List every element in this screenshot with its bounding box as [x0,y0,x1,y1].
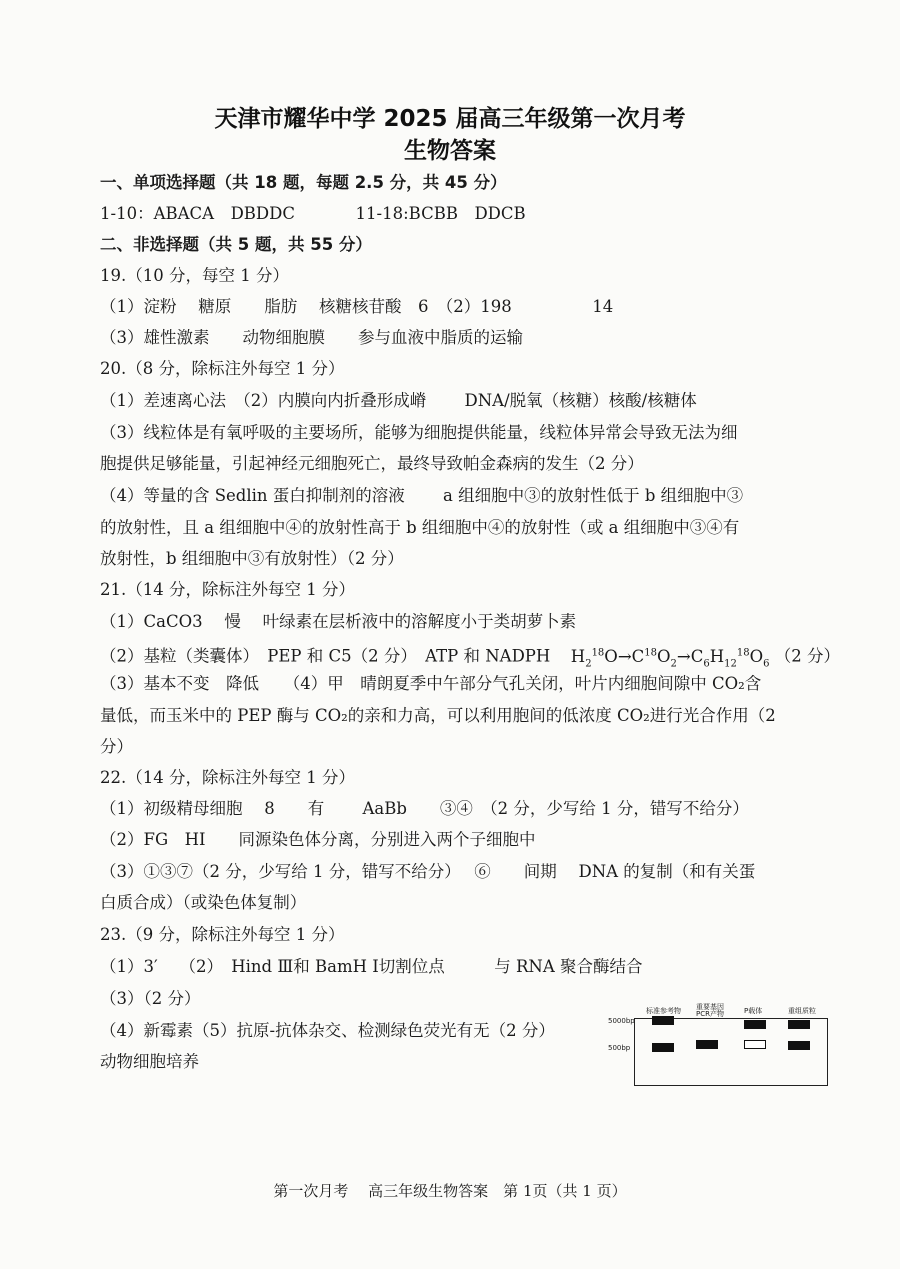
q21-header: 21.（14 分，除标注外每空 1 分） [100,580,355,599]
section2-heading: 二、非选择题（共 5 题，共 55 分） [100,235,372,254]
gel-size-500bp: 500bp [608,1044,631,1052]
q21-line2 [100,642,840,675]
q22-line4: 白质合成）（或染色体复制） [100,893,307,912]
q23-line1: （1）3′ （2） Hind Ⅲ和 BamH Ⅰ切割位点 与 RNA 聚合酶结合 [100,957,643,976]
q21-line1: （1）CaCO3 慢 叶绿素在层析液中的溶解度小于类胡萝卜素 [100,612,577,631]
q21-line2-tail: （2 分） [774,646,841,666]
gel-lane-label-standard: 标准参考物 [646,1007,681,1015]
q19-header: 19.（10 分，每空 1 分） [100,266,289,285]
section1-answers [100,203,526,225]
q21-line2-text: （2）基粒（类囊体） PEP 和 C5（2 分） ATP 和 NADPH [100,646,551,666]
gel-band [788,1020,810,1029]
q22-line2: （2）FG HI 同源染色体分离，分别进入两个子细胞中 [100,830,536,849]
q21-line4: 量低，而玉米中的 PEP 酶与 CO₂的亲和力高，可以利用胞间的低浓度 CO₂进行光合作用（2 [100,706,776,725]
q20-line4: （4）等量的含 Sedlin 蛋白抑制剂的溶液 a 组细胞中③的放射性低于 b 组细胞中③ [100,486,744,505]
page-subtitle: 生物答案 [404,138,496,164]
gel-band-hollow [744,1040,766,1049]
q22-header: 22.（14 分，除标注外每空 1 分） [100,768,355,787]
q19-line2: （3）雄性激素 动物细胞膜 参与血液中脂质的运输 [100,328,523,347]
q21-equation: $H_2^{18}O\to C^{18}O_2\to C_6H_{12}^{18}O_6$ [570,646,770,669]
q19-answers-part1: （1）淀粉 糖原 脂肪 核糖核苷酸 6 （2）198 [100,297,512,316]
gel-lane-label-vector: P载体 [744,1007,763,1015]
q23-line2: （3）（2 分） [100,989,201,1008]
q19-answers-part2: 14 [592,297,614,316]
q20-line1: （1）差速离心法 （2）内膜向内折叠形成嵴 DNA/脱氧（核糖）核酸/核糖体 [100,391,697,410]
section1-heading: 一、单项选择题（共 18 题，每题 2.5 分，共 45 分） [100,173,507,192]
q20-line6: 放射性，b 组细胞中③有放射性）（2 分） [100,549,404,568]
gel-band [652,1043,674,1052]
q23-line4: 动物细胞培养 [100,1052,199,1071]
q22-line1: （1）初级精母细胞 8 有 AaBb ③④ （2 分，少写给 1 分，错写不给分） [100,799,749,818]
q21-line5: 分） [100,737,133,756]
q20-line2: （3）线粒体是有氧呼吸的主要场所，能够为细胞提供能量，线粒体异常会导致无法为细 [100,423,738,442]
q20-line3: 胞提供足够能量，引起神经元细胞死亡，最终导致帕金森病的发生（2 分） [100,454,644,473]
q23-line3: （4）新霉素（5）抗原-抗体杂交、检测绿色荧光有无（2 分） [100,1021,555,1040]
answers-11-18: 11-18:BCBB DDCB [355,204,526,223]
q23-header: 23.（9 分，除标注外每空 1 分） [100,925,345,944]
gel-lane-label-recombinant: 重组质粒 [788,1007,816,1015]
gel-band [652,1016,674,1025]
gel-band [696,1040,718,1049]
q20-header: 20.（8 分，除标注外每空 1 分） [100,359,345,378]
page-footer: 第一次月考 高三年级生物答案 第 1页（共 1 页） [273,1182,627,1200]
gel-lane-label-pcr: 重要基因 PCR产物 [696,1003,724,1018]
page-title: 天津市耀华中学 2025 届高三年级第一次月考 [214,106,686,132]
q20-line5: 的放射性，且 a 组细胞中④的放射性高于 b 组细胞中④的放射性（或 a 组细胞中③④有 [100,518,740,537]
answers-1-10: 1-10：ABACA DBDDC [100,204,296,223]
gel-band [788,1041,810,1050]
q22-line3: （3）①③⑦（2 分，少写给 1 分，错写不给分） ⑥ 间期 DNA 的复制（和有关蛋 [100,862,756,881]
q19-line1 [100,296,613,318]
gel-band [744,1020,766,1029]
q21-line3: （3）基本不变 降低 （4）甲 晴朗夏季中午部分气孔关闭，叶片内细胞间隙中 CO₂含 [100,674,762,693]
electrophoresis-gel-figure [608,1003,828,1088]
gel-size-5000bp: 5000bp [608,1017,635,1025]
